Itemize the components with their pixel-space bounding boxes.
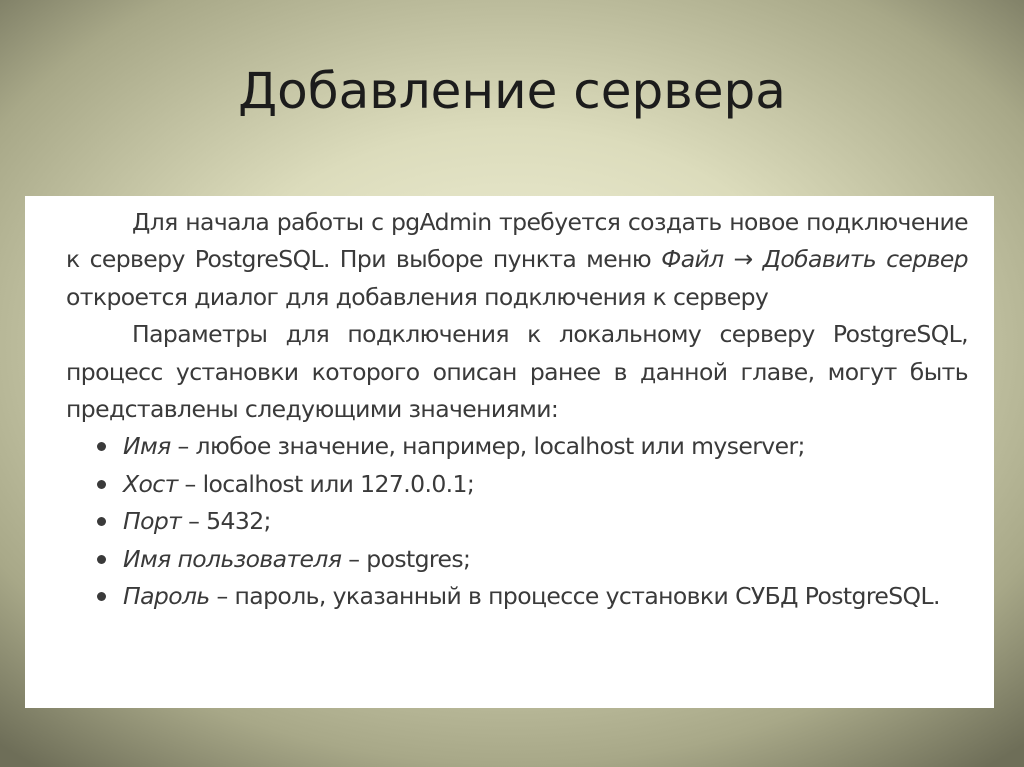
bullet-icon: [97, 517, 106, 526]
param-term: Хост: [123, 469, 178, 498]
param-term: Имя пользователя: [123, 544, 342, 573]
bullet-icon: [97, 555, 106, 564]
list-item: [66, 428, 968, 465]
intro-text: Для начала работы с pgAdmin требуется создать новое подключение к серверу PostgreSQL. При выборе пункта меню: [66, 208, 968, 274]
parameters-paragraph: [66, 316, 968, 428]
intro-text-end: откроется диалог для добавления подключения к серверу: [66, 282, 769, 311]
param-text: – localhost или 127.0.0.1;: [177, 469, 475, 498]
slide-title: Добавление сервера: [238, 62, 786, 120]
list-item: [66, 503, 968, 540]
content-text-image: [25, 196, 994, 708]
bullet-icon: [97, 592, 106, 601]
parameter-list: [66, 428, 968, 615]
list-item: [66, 466, 968, 503]
parameters-text: Параметры для подключения к локальному серверу PostgreSQL, процесс установки которого описан ранее в данной главе, могут быть представлены следующими значениями:: [66, 320, 968, 424]
list-item: [66, 541, 968, 578]
param-term: Пароль: [123, 582, 210, 611]
param-text: – пароль, указанный в процессе установки СУБД PostgreSQL.: [209, 582, 940, 611]
param-term: Порт: [123, 507, 182, 536]
list-item: [66, 578, 968, 615]
param-text: – 5432;: [181, 507, 271, 536]
param-text: – postgres;: [341, 544, 471, 573]
bullet-icon: [97, 480, 106, 489]
intro-paragraph: [66, 204, 968, 316]
menu-path: Файл → Добавить сервер: [661, 245, 969, 274]
bullet-icon: [97, 442, 106, 451]
param-text: – любое значение, например, localhost или myserver;: [170, 432, 805, 461]
param-term: Имя: [123, 432, 171, 461]
